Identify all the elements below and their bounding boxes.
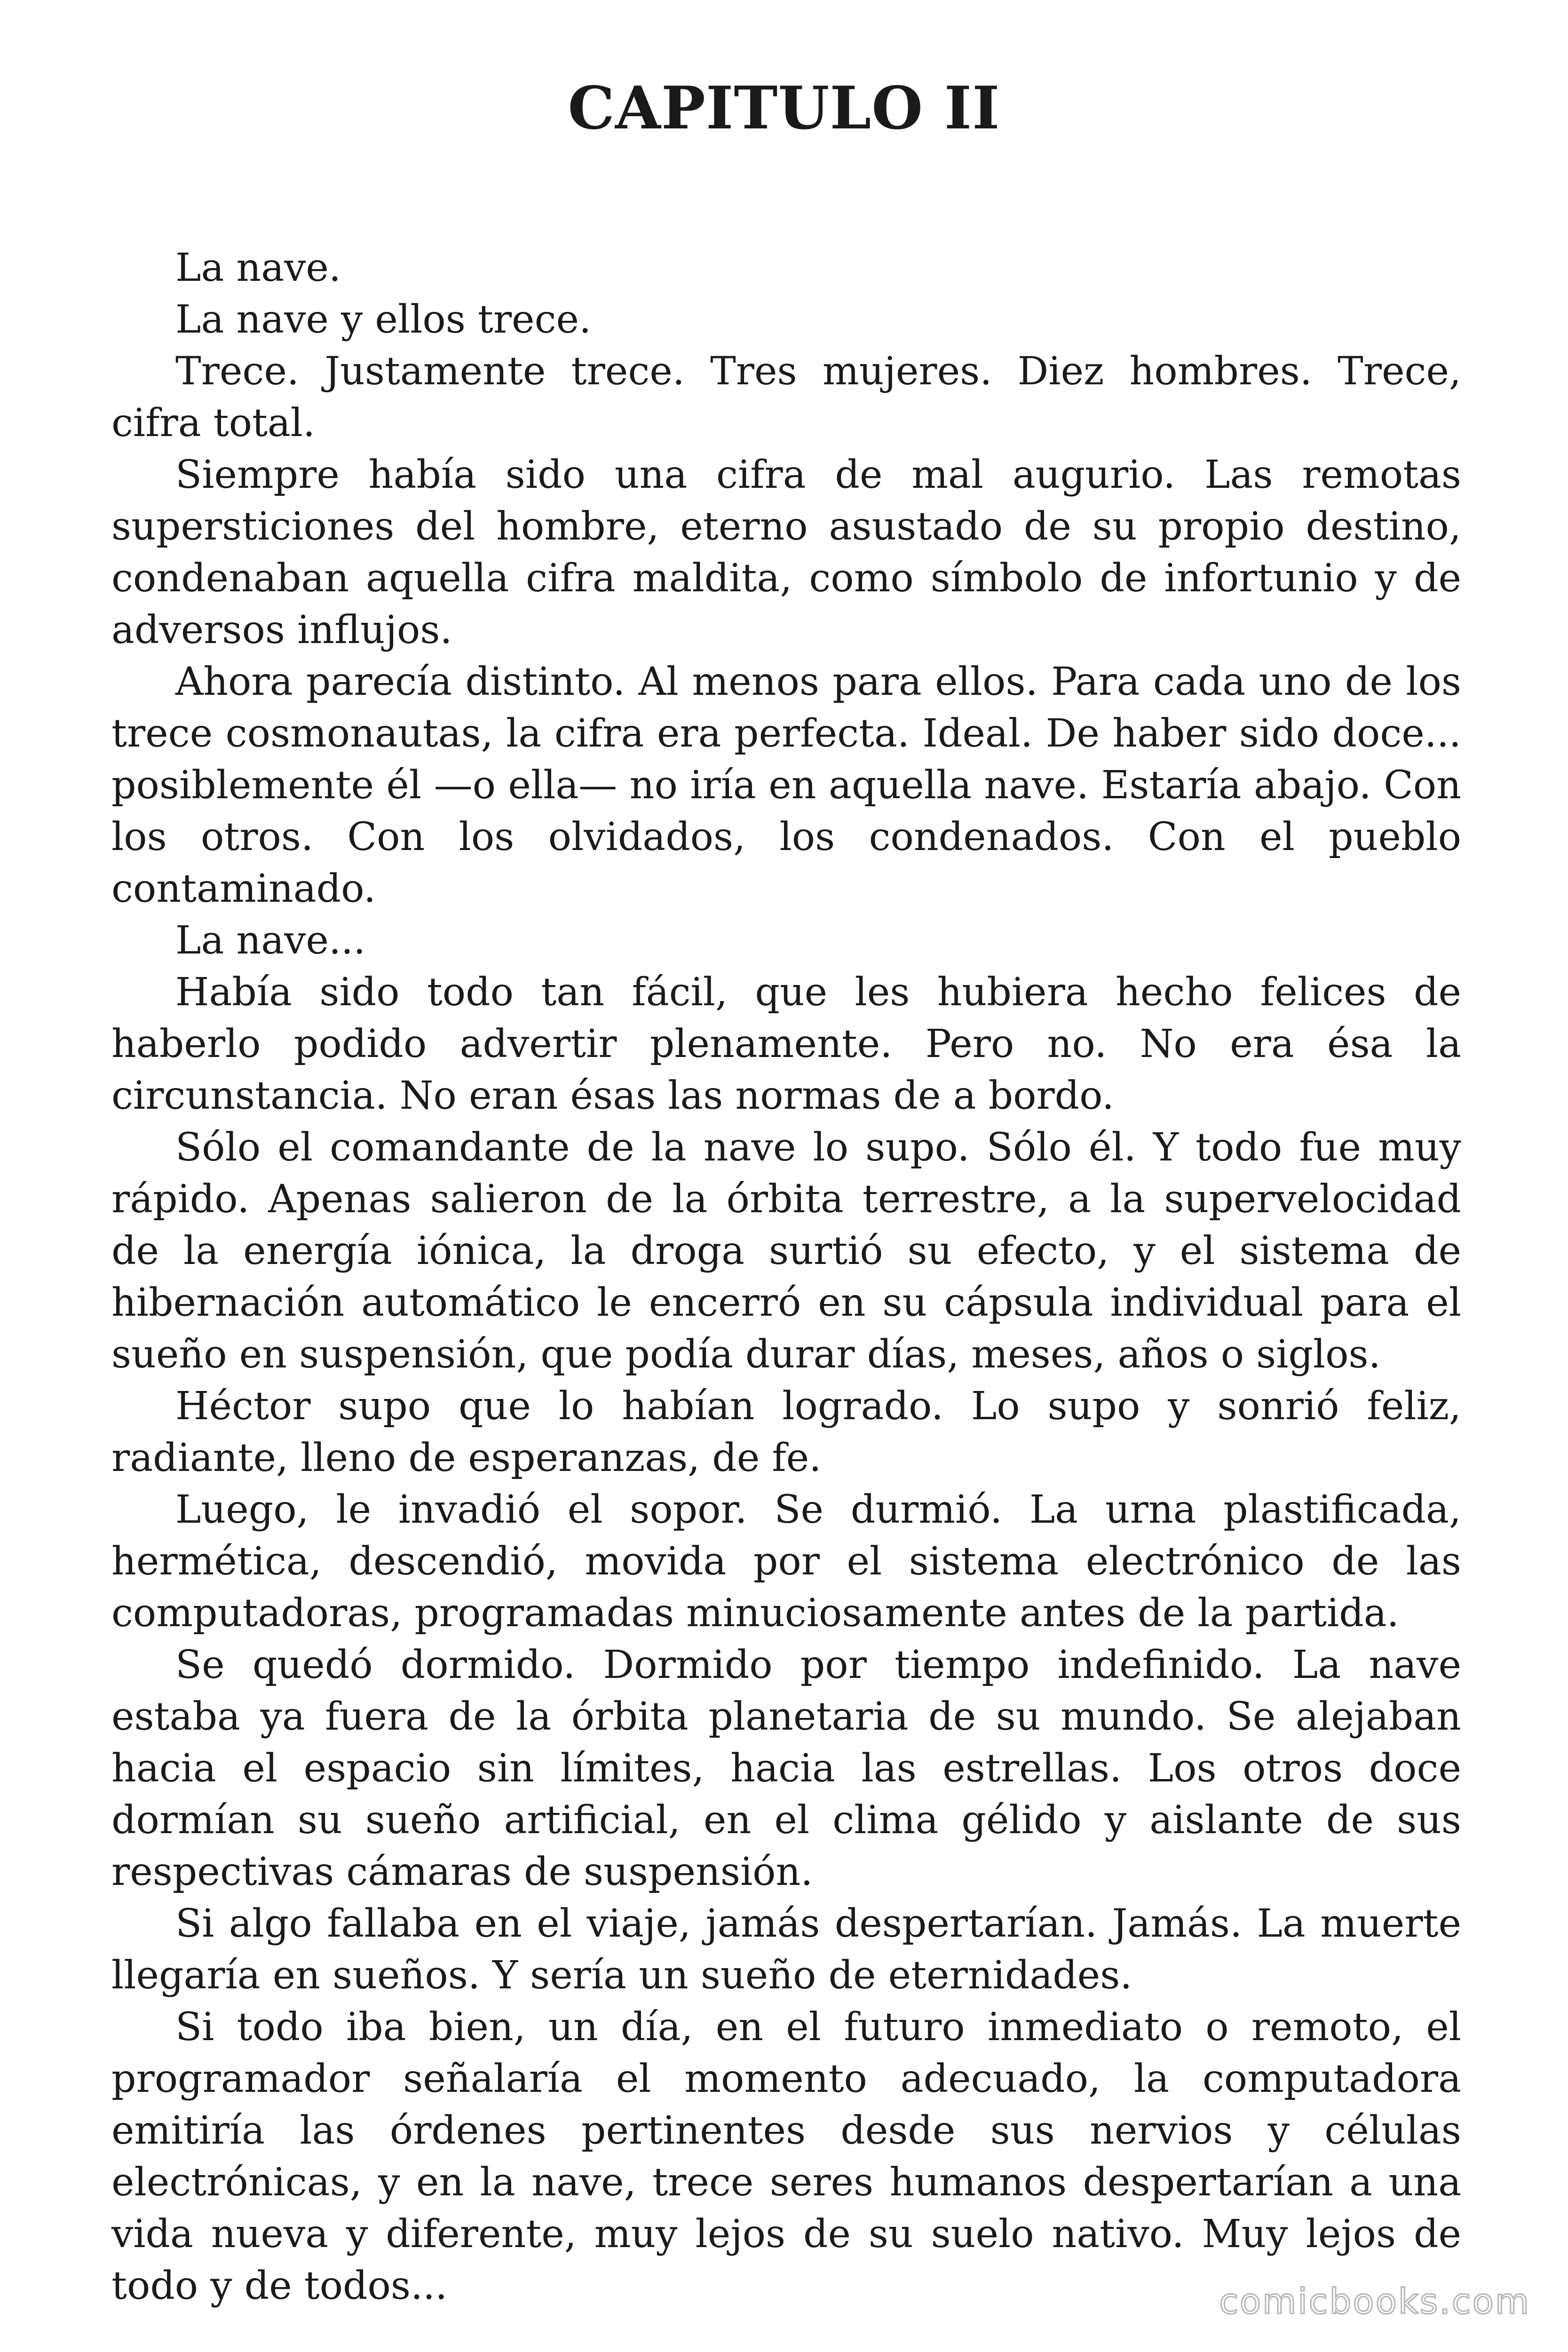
paragraph: Héctor supo que lo habían logrado. Lo supo y sonrió feliz, radiante, lleno de esperanzas, de fe.: [111, 1384, 1461, 1480]
paragraph: Si todo iba bien, un día, en el futuro inmediato o remoto, el programador señalaría el momento adecuado, la computadora emitiría las órdenes pertinentes desde sus nervios y células electrónicas, y en la nave, trece seres humanos despertarían a una vida nueva y diferente, muy lejos de su suelo nativo. Muy lejos de todo y de todos...: [111, 2005, 1461, 2308]
paragraph: La nave.: [175, 246, 341, 290]
paragraph: Sólo el comandante de la nave lo supo. Sólo él. Y todo fue muy rápido. Apenas salieron de la órbita terrestre, a la supervelocidad de la energía iónica, la droga surtió su efecto, y el sistema de hibernación automático le encerró en su cápsula individual para el sueño en suspensión, que podía durar días, meses, años o siglos.: [111, 1125, 1461, 1377]
chapter-title: CAPITULO II: [568, 74, 1000, 143]
chapter-body: [111, 242, 1461, 2312]
paragraph: Trece. Justamente trece. Tres mujeres. Diez hombres. Trece, cifra total.: [111, 349, 1461, 445]
paragraph: Siempre había sido una cifra de mal augurio. Las remotas supersticiones del hombre, eterno asustado de su propio destino, condenaban aquella cifra maldita, como símbolo de infortunio y de adversos influjos.: [111, 453, 1461, 652]
paragraph: La nave...: [175, 918, 366, 963]
paragraph: La nave y ellos trece.: [175, 297, 592, 342]
paragraph: Luego, le invadió el sopor. Se durmió. La urna plastificada, hermética, descendió, movida por el sistema electrónico de las computadoras, programadas minuciosamente antes de la partida.: [111, 1487, 1461, 1636]
watermark: comicbooks.com: [1219, 2281, 1530, 2322]
paragraph: Había sido todo tan fácil, que les hubiera hecho felices de haberlo podido advertir plenamente. Pero no. No era ésa la circunstancia. No eran ésas las normas de a bordo.: [111, 970, 1461, 1118]
paragraph: Se quedó dormido. Dormido por tiempo indefinido. La nave estaba ya fuera de la órbita planetaria de su mundo. Se alejaban hacia el espacio sin límites, hacia las estrellas. Los otros doce dormían su sueño artificial, en el clima gélido y aislante de sus respectivas cámaras de suspensión.: [111, 1643, 1461, 1894]
paragraph: Si algo fallaba en el viaje, jamás despertarían. Jamás. La muerte llegaría en sueños. Y sería un sueño de eternidades.: [111, 1901, 1461, 1998]
paragraph: Ahora parecía distinto. Al menos para ellos. Para cada uno de los trece cosmonautas, la cifra era perfecta. Ideal. De haber sido doce... posiblemente él —o ella— no iría en aquella nave. Estaría abajo. Con los otros. Con los olvidados, los condenados. Con el pueblo contaminado.: [111, 660, 1461, 911]
